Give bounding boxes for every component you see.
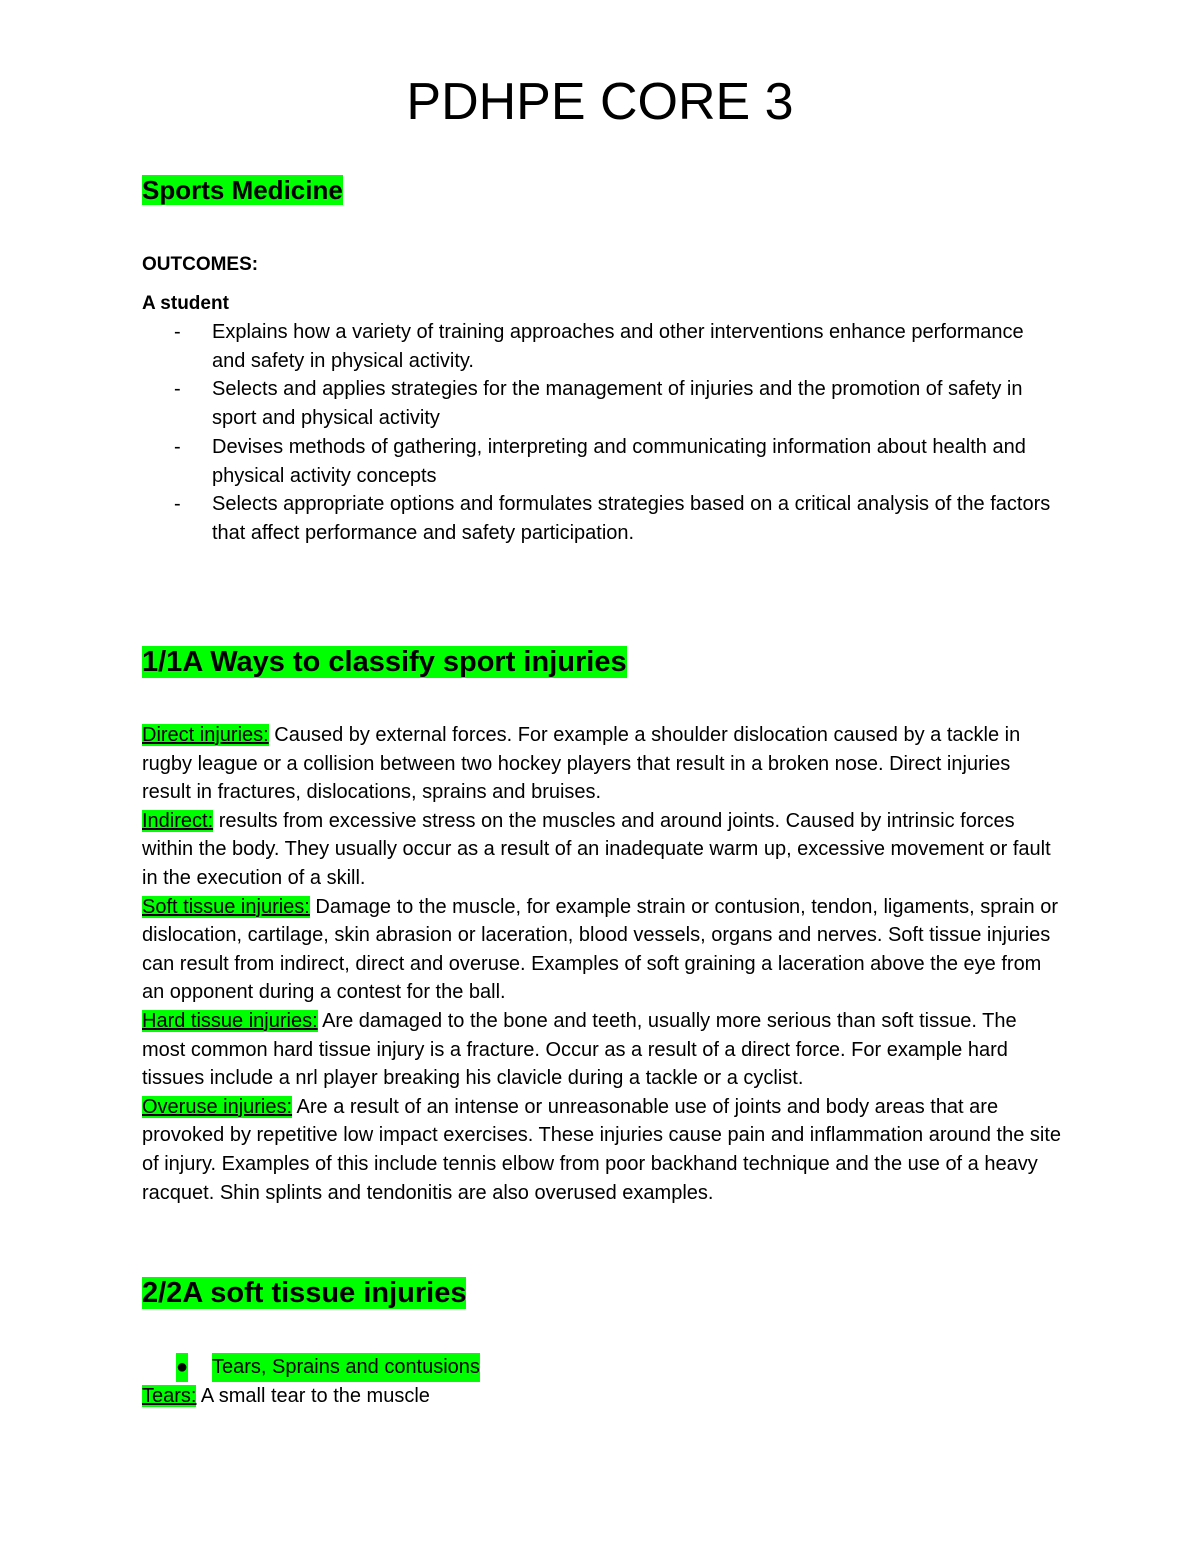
term-hard-tissue-injuries: Hard tissue injuries: [142,1009,318,1032]
list-item [142,318,1062,375]
list-item [142,433,1062,490]
paragraph-soft-tissue [142,893,1062,1007]
tears-definition [142,1382,1062,1411]
definition-text: Damage to the muscle, for example strain or contusion, tendon, ligaments, sprain or dislocation, cartilage, skin abrasion or laceration, blood vessels, organs and nerves. Soft tissue injuries can result from indirect, direct and overuse. Examples of soft graining a laceration above the eye from an opponent during a contest for the ball. [142,895,1059,1004]
section1-heading [142,642,627,682]
bullet-icon: ● [176,1353,188,1382]
list-item [142,375,1062,432]
list-item [142,490,1062,547]
outcomes-list [142,318,1062,548]
section2-heading [142,1273,466,1313]
outcome-text: Explains how a variety of training approaches and other interventions enhance performance and safety in physical activity. [212,321,1024,372]
dash-marker: - [174,493,181,516]
bullet-text: Tears, Sprains and contusions [212,1353,480,1382]
student-label: A student [142,293,229,314]
dash-marker: - [174,378,181,401]
definition-text: Are damaged to the bone and teeth, usually more serious than soft tissue. The most common hard tissue injury is a fracture. Occur as a result of a direct force. For example hard tissues include a nrl player breaking his clavicle during a tackle or a cyclist. [142,1009,1017,1090]
injury-classification-body [142,721,1062,1207]
section-heading-text: Sports Medicine [142,175,343,205]
outcomes-label: OUTCOMES: [142,254,259,275]
term-direct-injuries: Direct injuries: [142,724,269,746]
dash-marker: - [174,321,181,343]
outcome-text: Selects appropriate options and formulates strategies based on a critical analysis of the factors that affect performance and safety participation. [212,493,1051,544]
definition-text: Caused by external forces. For example a shoulder dislocation caused by a tackle in rugby league or a collision between two hockey players that result in a broken nose. Direct injuries result in fractures, dislocations, sprains and bruises. [142,724,1021,804]
section2-heading-text: 2/2A soft tissue injuries [142,1277,467,1309]
term-indirect: Indirect: [142,809,214,832]
dash-marker: - [174,435,181,458]
document-title: PDHPE CORE 3 [406,73,794,131]
definition-text: results from excessive stress on the muscles and around joints. Caused by intrinsic forces within the body. They usually occur as a result of an inadequate warm up, excessive movement or fault in the execution of a skill. [142,809,1051,889]
definition-text: Are a result of an intense or unreasonable use of joints and body areas that are provoked by repetitive low impact exercises. These injuries cause pain and inflammation around the site of injury. Examples of this include tennis elbow from poor backhand technique and the use of a heavy racquet. Shin splints and tendonitis are also overused examples. [142,1095,1062,1204]
term-tears: Tears: [142,1385,197,1407]
definition-text: A small tear to the muscle [196,1385,430,1407]
outcome-text: Selects and applies strategies for the management of injuries and the promotion of safety in sport and physical activity [212,378,1023,430]
paragraph-overuse [142,1093,1062,1207]
section-heading-sports-medicine [142,172,343,208]
paragraph-direct-injuries [142,721,1062,807]
paragraph-hard-tissue [142,1007,1062,1093]
term-overuse-injuries: Overuse injuries: [142,1095,293,1118]
paragraph-indirect [142,807,1062,893]
outcome-text: Devises methods of gathering, interpreting and communicating information about health and physical activity concepts [212,435,1026,487]
section1-heading-text: 1/1A Ways to classify sport injuries [142,646,627,678]
term-soft-tissue-injuries: Soft tissue injuries: [142,895,310,918]
